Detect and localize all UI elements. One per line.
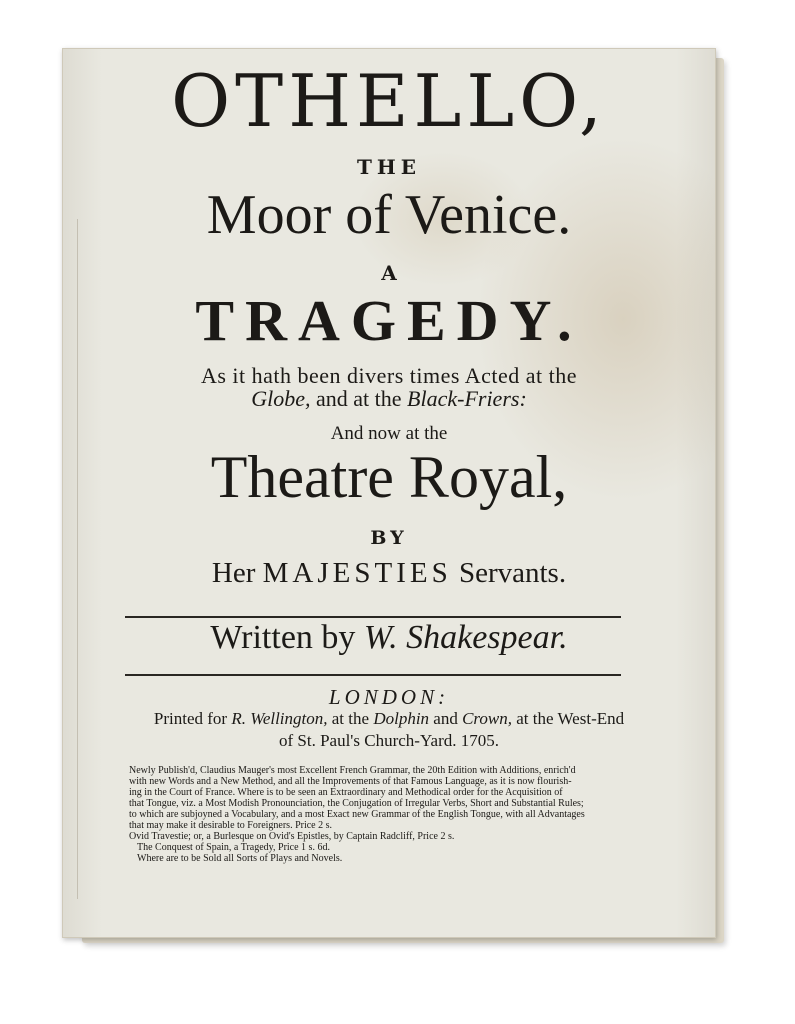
advertisement-line: Where are to be Sold all Sorts of Plays and Novels. [137, 853, 343, 864]
advertisement-line: to which are subjoyned a Vocabulary, and a most Exact new Grammar of the English Tongue, with all Advantages [129, 809, 585, 820]
imprint-line-2: of St. Paul's Church-Yard. 1705. [279, 731, 499, 750]
rule-top [125, 616, 621, 618]
performance-note-connector: and at the [310, 386, 408, 411]
advertisement-line: Ovid Travestie; or, a Burlesque on Ovid's Epistles, by Captain Radcliff, Price 2 s. [129, 831, 455, 842]
company-name-post: Servants. [451, 557, 567, 589]
performance-note-line-2 [63, 386, 715, 412]
and-now-note: And now at the [330, 423, 448, 444]
imprint-line-1 [63, 709, 715, 729]
imprint-printed-for: Printed for [153, 709, 232, 728]
author-line [63, 619, 715, 657]
advertisement-line: that Tongue, viz. a Most Modish Pronounciation, the Conjugation of Irregular Verbs, Short and Substantial Rules; [129, 798, 584, 809]
play-title: OTHELLO, [171, 59, 607, 143]
play-genre: TRAGEDY. [195, 288, 583, 353]
author-prefix: Written by [210, 619, 364, 656]
advertisement-line: ing in the Court of France. Where is to be seen an Extraordinary and Methodical order for the Acquisition of [129, 787, 563, 798]
title-page [62, 48, 716, 938]
imprint-connector: at the [327, 709, 374, 728]
imprint-sign-crown: Crown, [462, 709, 513, 728]
company-name-caps: MAJESTIES [262, 557, 452, 589]
imprint-and: and [429, 709, 463, 728]
by-line: BY [370, 527, 408, 549]
advertisement-line: with new Words and a New Method, and all the Improvements of that Famous Language, as it is now flourish- [129, 776, 572, 787]
company-name-pre: Her [211, 557, 263, 589]
advertisement-line: Newly Publish'd, Claudius Mauger's most Excellent French Grammar, the 20th Edition with Additions, enrich'd [129, 765, 576, 776]
company-name [63, 557, 715, 590]
title-article: THE [356, 155, 422, 179]
theatre-name: Theatre Royal, [210, 444, 568, 510]
venue-globe: Globe, [251, 386, 311, 411]
play-subtitle: Moor of Venice. [206, 184, 572, 246]
genre-article: A [381, 261, 397, 285]
advertisement-line: that may make it desirable to Foreigners. Price 2 s. [129, 820, 333, 831]
imprint-location: at the West-End [512, 709, 625, 728]
author-name: W. Shakespear. [363, 619, 568, 656]
imprint-publisher: R. Wellington, [231, 709, 328, 728]
imprint-sign-dolphin: Dolphin [373, 709, 430, 728]
venue-black-friers: Black-Friers: [407, 386, 527, 411]
imprint-city: LONDON: [328, 685, 450, 709]
advertisement-line: The Conquest of Spain, a Tragedy, Price 1 s. 6d. [137, 842, 330, 853]
performance-note-line-1: As it hath been divers times Acted at the [200, 363, 578, 388]
rule-bottom [125, 674, 621, 676]
